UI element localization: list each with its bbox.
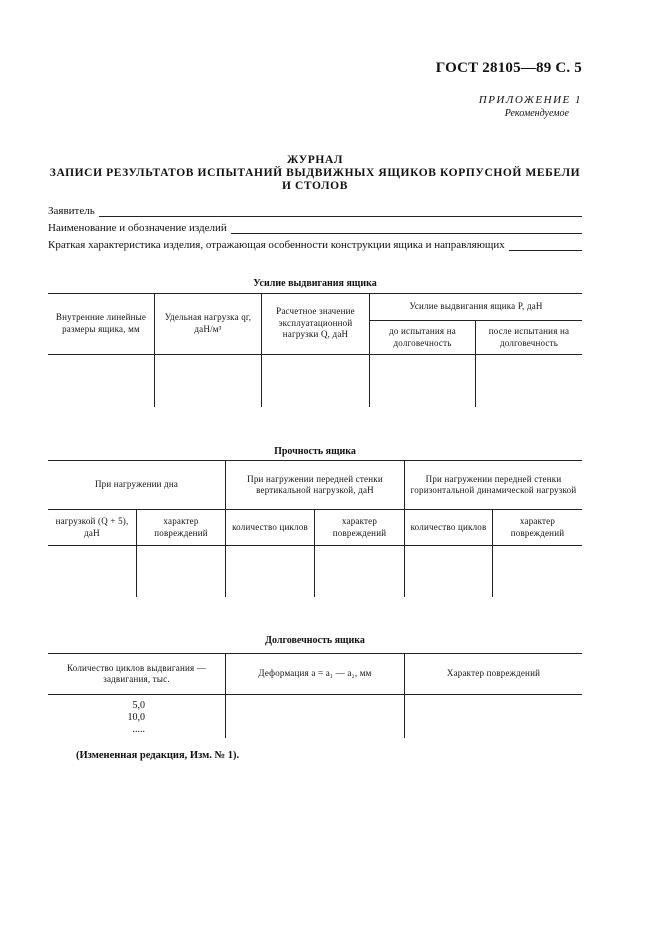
table1-header-before-test: до испытания на долговечность <box>389 326 456 348</box>
table3-header-cycles: Количество циклов выдвигания — задвигания, тыс. <box>66 662 206 684</box>
table2-header-damage-3: характер повреждений <box>510 516 565 538</box>
journal-title-line3: И СТОЛОВ <box>281 180 348 192</box>
recommended-label: Рекомендуемое <box>504 108 569 119</box>
table3-value: 10,0 <box>127 712 145 723</box>
table2-header-cycles-2: количество циклов <box>410 521 487 532</box>
page-header-code: ГОСТ 28105—89 С. 5 <box>435 60 582 76</box>
field-applicant-label: Заявитель <box>48 205 95 217</box>
table2-header-bottom-load: При нагружении дна <box>94 479 179 490</box>
table2-title: Прочность ящика <box>274 446 356 457</box>
table1-header-dimensions: Внутренние линейные размеры ящика, мм <box>55 312 147 334</box>
table1-header-design-load: Расчетное значение эксплуатационной нагрузки Q, даН <box>276 306 355 340</box>
table3-value: ..... <box>132 724 145 735</box>
journal-title: ЖУРНАЛ <box>286 154 344 166</box>
table3-value: 5,0 <box>132 700 145 711</box>
table1-title: Усилие выдвигания ящика <box>253 278 377 289</box>
journal-title-line2: ЗАПИСИ РЕЗУЛЬТАТОВ ИСПЫТАНИЙ ВЫДВИЖНЫХ ЯЩИКОВ КОРПУСНОЙ МЕБЕЛИ <box>49 167 581 179</box>
field-applicant-line <box>99 206 582 217</box>
appendix-label: ПРИЛОЖЕНИЕ 1 <box>478 94 582 106</box>
table3-header-damage: Характер повреждений <box>446 668 541 679</box>
table1-header-specific-load: Удельная нагрузка qг, даН/м³ <box>164 312 252 334</box>
table3-cycle-values <box>100 700 145 736</box>
table2-header-vertical-load: При нагружении передней стенки вертикальной нагрузкой, даН <box>247 473 383 495</box>
field-product-description <box>48 239 582 251</box>
table2-header-damage-2: характер повреждений <box>332 516 387 538</box>
field-applicant <box>48 205 582 217</box>
field-product-name <box>48 222 582 234</box>
table2-header-horizontal-load: При нагружении передней стенки горизонтальной динамической нагрузкой <box>410 473 577 495</box>
field-product-name-line <box>231 223 582 234</box>
field-product-description-line <box>509 240 582 251</box>
amendment-note: (Измененная редакция, Изм. № 1). <box>76 750 240 761</box>
field-product-name-label: Наименование и обозначение изделий <box>48 222 227 234</box>
table2-header-cycles-1: количество циклов <box>232 521 308 532</box>
field-product-description-label: Краткая характеристика изделия, отражающая особенности конструкции ящика и направляющих <box>48 239 505 251</box>
table3-title: Долговечность ящика <box>265 635 365 646</box>
table1-header-pull-force: Усилие выдвигания ящика P, даН <box>409 300 543 311</box>
table3-header-deformation: Деформация a = a₁ — a₂, мм <box>258 668 372 679</box>
table2-header-damage-1: характер повреждений <box>154 516 208 538</box>
table1-header-after-test: после испытания на долговечность <box>488 326 570 348</box>
table2-header-load-q5: нагрузкой (Q + 5), даН <box>55 516 129 538</box>
